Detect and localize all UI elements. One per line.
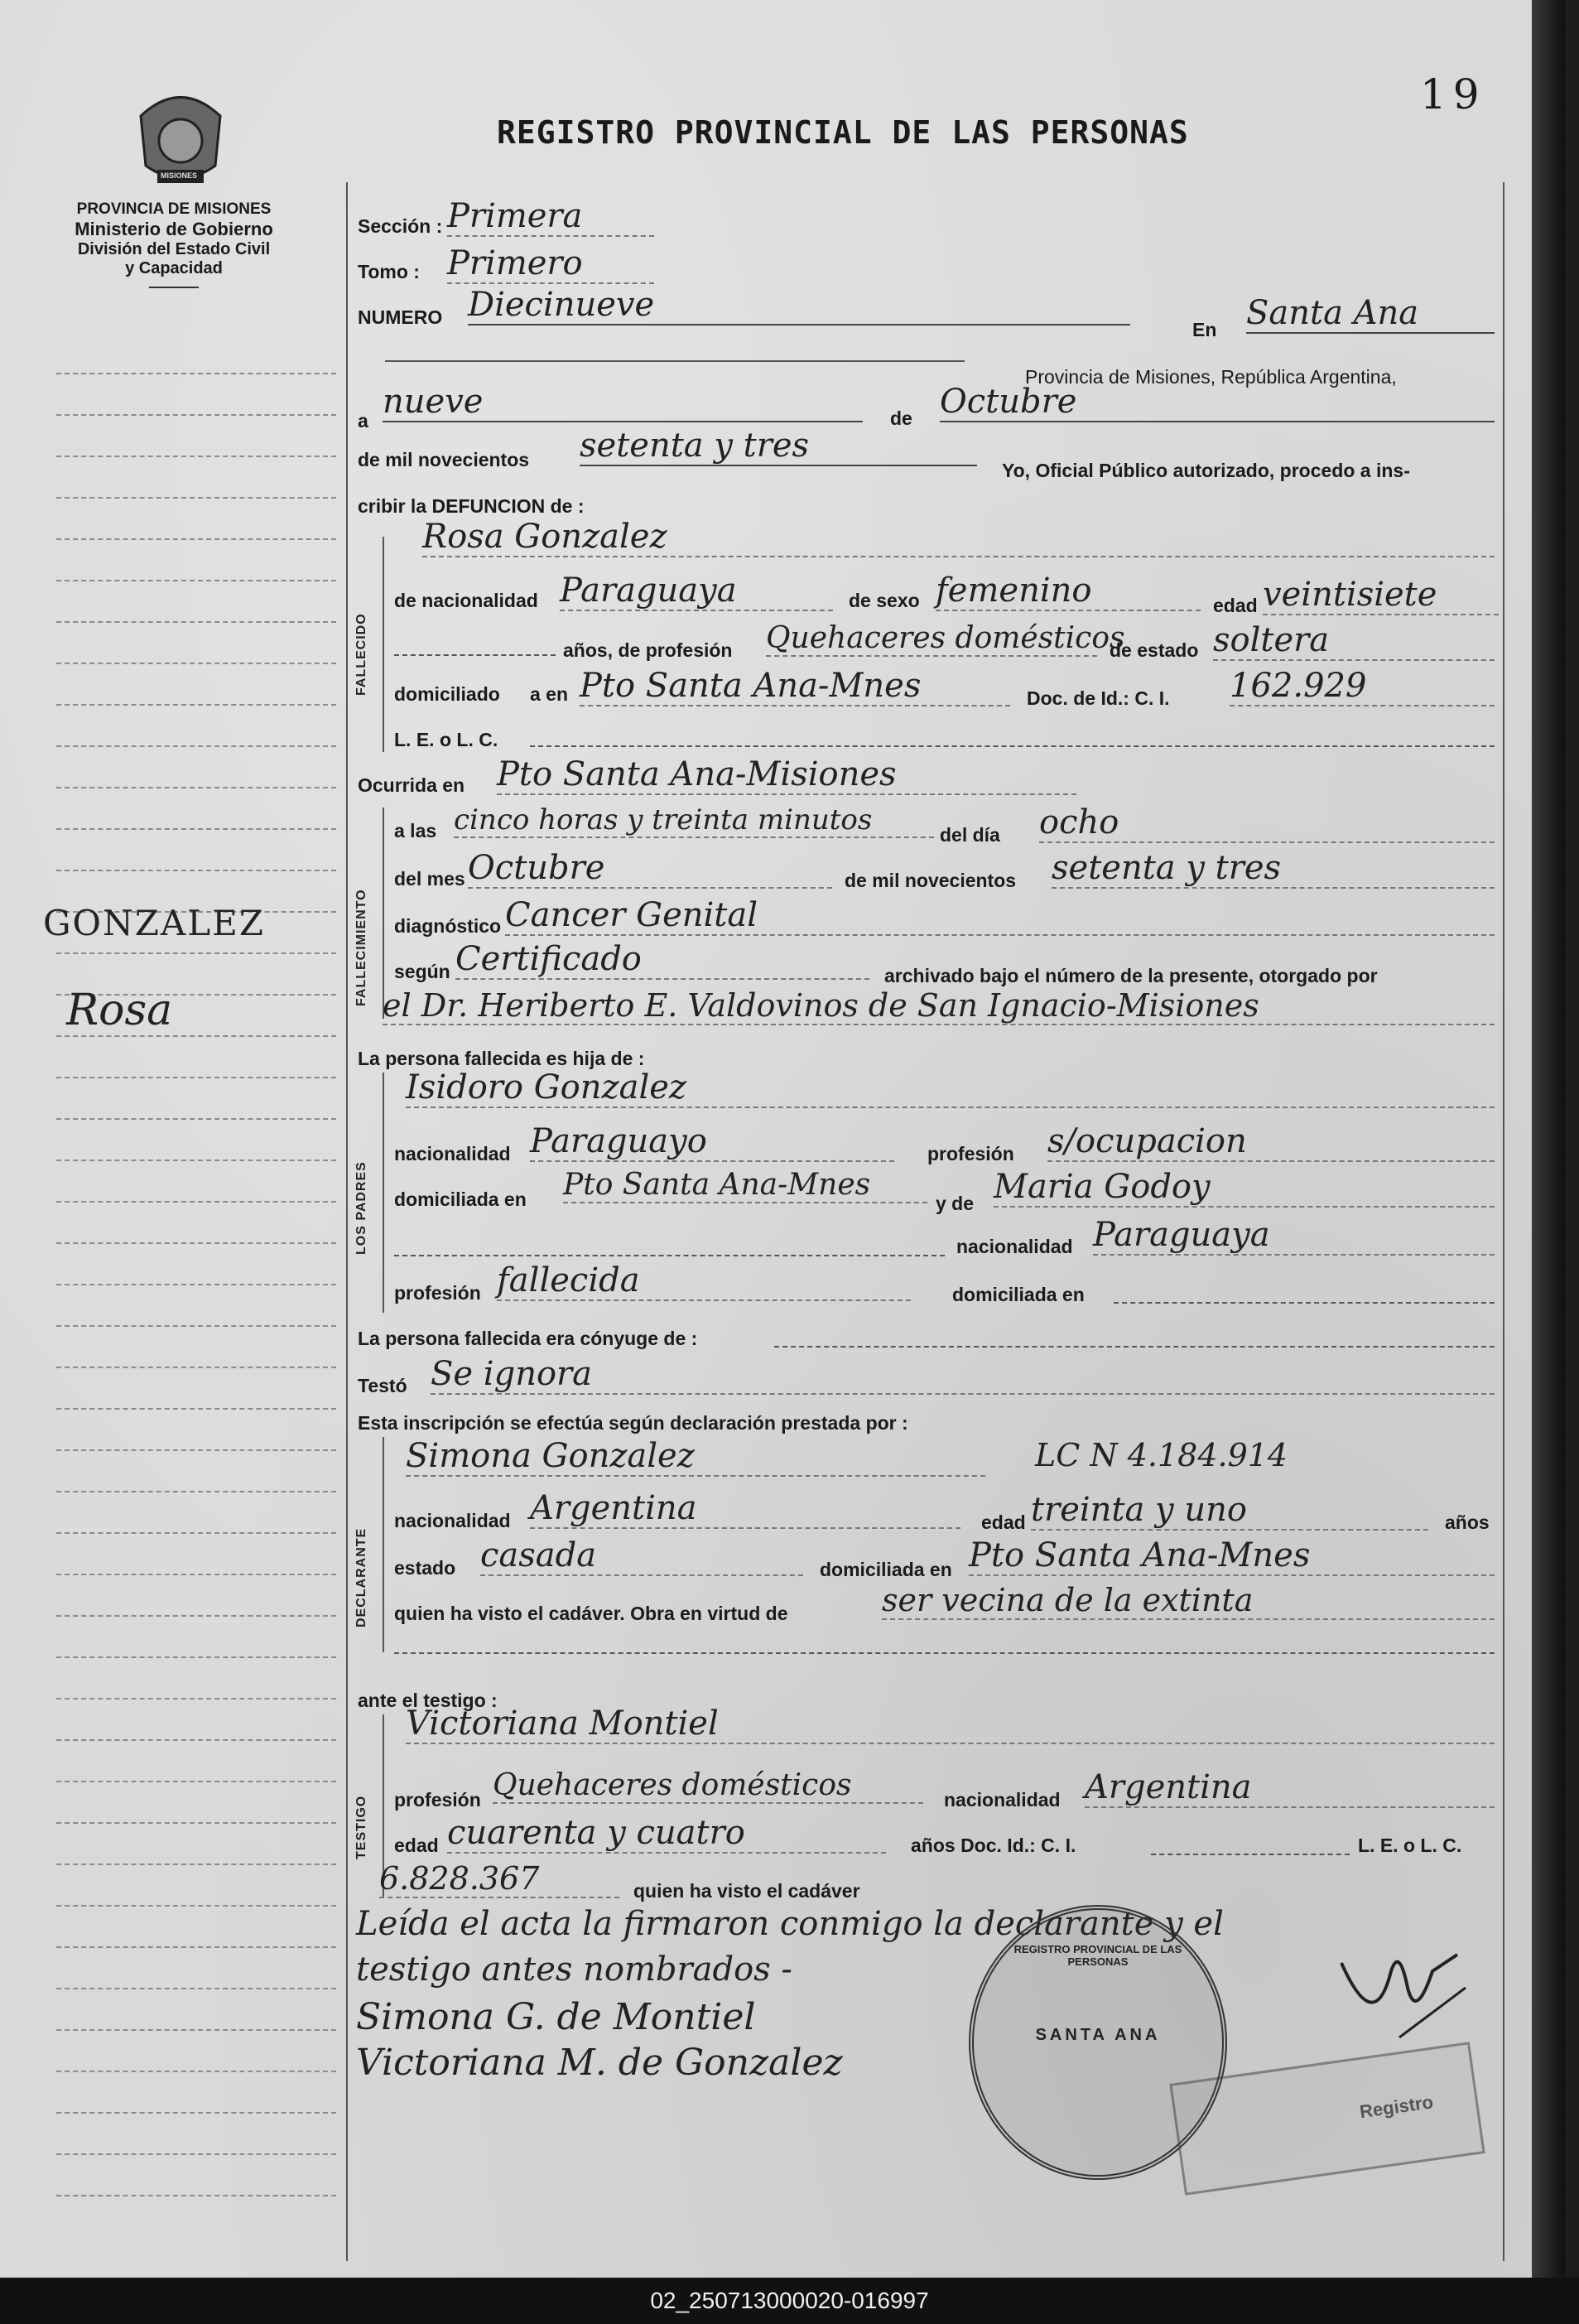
hora-label: a las [394, 820, 437, 841]
en-value: Santa Ana [1246, 294, 1495, 334]
mes-value: Octubre [940, 383, 1495, 422]
padre-nombre: Isidoro Gonzalez [406, 1068, 1495, 1108]
y-de-label: y de [936, 1193, 975, 1214]
declarante-estado-label: estado [394, 1557, 456, 1579]
inscribir-label: cribir la DEFUNCION de : [358, 495, 585, 517]
declarante-edad-label: edad [981, 1512, 1026, 1533]
fallecimiento-mil-label: de mil novecientos [845, 870, 1017, 891]
coat-of-arms-icon [132, 83, 229, 190]
ocurrida-value: Pto Santa Ana-Misiones [497, 755, 1076, 795]
de-label: de [890, 407, 912, 429]
anio-value: setenta y tres [580, 427, 977, 466]
testigo-doc-label: años Doc. Id.: C. I. [911, 1835, 1076, 1856]
madre-profesion: fallecida [497, 1261, 911, 1301]
oficial-label: Yo, Oficial Público autorizado, procedo a ins- [1002, 460, 1410, 481]
issuer-block [50, 200, 298, 288]
issuer-ministry: Ministerio de Gobierno [75, 219, 273, 239]
footer-file-id: 02_250713000020-016997 [0, 2278, 1579, 2324]
declarante-domicilio: Pto Santa Ana-Mnes [969, 1536, 1495, 1576]
fallecido-edad-label: edad [1213, 595, 1258, 616]
testo-value: Se ignora [431, 1355, 1495, 1395]
testigo-profesion: Quehaceres domésticos [493, 1768, 923, 1804]
testigo-nacionalidad-label: nacionalidad [944, 1789, 1061, 1811]
madre-domiciliada-label: domiciliada en [952, 1284, 1085, 1305]
padre-profesion-label: profesión [927, 1143, 1014, 1164]
padre-profesion: s/ocupacion [1047, 1122, 1495, 1162]
closing-line-2: testigo antes nombrados - [356, 1950, 792, 1989]
book-binding [1532, 0, 1565, 2278]
mil-label: de mil novecientos [358, 449, 530, 470]
madre-nacionalidad-label: nacionalidad [956, 1236, 1073, 1257]
testigo-edad: cuarenta y cuatro [447, 1814, 886, 1854]
testigo-cadaver-label: quien ha visto el cadáver [633, 1880, 860, 1902]
padre-domicilio: Pto Santa Ana-Mnes [563, 1168, 927, 1203]
issuer-capacity: y Capacidad [125, 259, 223, 277]
padres-section-label: LOS PADRES [354, 1161, 368, 1255]
fallecido-nacionalidad-label: de nacionalidad [394, 590, 538, 611]
document-title: REGISTRO PROVINCIAL DE LAS PERSONAS [497, 114, 1189, 151]
declarante-edad: treinta y uno [1031, 1491, 1428, 1531]
testigo-section-label: TESTIGO [354, 1795, 368, 1859]
fallecido-anios-label: años, de profesión [563, 639, 733, 661]
fallecido-profesion: Quehaceres domésticos [766, 621, 1125, 655]
dia-value: nueve [383, 383, 863, 422]
tomo-label: Tomo : [358, 261, 420, 282]
provincia-label: Provincia de Misiones, República Argentina, [1025, 366, 1397, 388]
fallecimiento-anio: setenta y tres [1052, 849, 1495, 889]
fallecido-domicilio: Pto Santa Ana-Mnes [580, 667, 1010, 706]
seccion-label: Sección : [358, 215, 443, 237]
testigo-le-label: L. E. o L. C. [1358, 1835, 1462, 1856]
testo-label: Testó [358, 1375, 407, 1396]
fallecido-sexo: femenino [936, 571, 1201, 611]
archivado-label: archivado bajo el número de la presente, otorgado por [884, 965, 1378, 986]
madre-nombre: Maria Godoy [994, 1168, 1495, 1208]
padre-nacionalidad-label: nacionalidad [394, 1143, 511, 1164]
official-signature [1325, 1938, 1490, 2054]
conyuge-label: La persona fallecida era cónyuge de : [358, 1328, 698, 1349]
fallecido-sexo-label: de sexo [849, 590, 920, 611]
margin-name: Rosa [66, 986, 173, 1035]
margin-surname: GONZALEZ [43, 903, 265, 943]
numero-value: Diecinueve [468, 286, 1130, 325]
declarante-cadaver-label: quien ha visto el cadáver. Obra en virtud de [394, 1603, 788, 1624]
del-dia-label: del día [940, 824, 1000, 846]
testigo-label: ante el testigo : [358, 1690, 498, 1711]
declarante-nombre: Simona Gonzalez [406, 1437, 985, 1477]
fallecido-estado-label: de estado [1110, 639, 1199, 661]
fallecido-section-label: FALLECIDO [354, 613, 368, 696]
numero-label: NUMERO [358, 306, 443, 328]
padre-domiciliada-label: domiciliada en [394, 1189, 527, 1210]
hora-value: cinco horas y treinta minutos [454, 803, 934, 838]
ocurrida-label: Ocurrida en [358, 774, 465, 796]
fallecido-nombre: Rosa Gonzalez [422, 518, 1495, 557]
signature-declarante: Simona G. de Montiel [356, 1996, 756, 2038]
declarante-cadaver: ser vecina de la extinta [882, 1582, 1495, 1620]
declarante-estado: casada [480, 1536, 803, 1576]
registry-seal-text: Registro [1358, 2091, 1435, 2123]
diagnostico-label: diagnóstico [394, 915, 502, 937]
seccion-value: Primera [447, 197, 654, 237]
fallecido-le-label: L. E. o L. C. [394, 729, 498, 750]
declarante-nacionalidad: Argentina [530, 1489, 960, 1529]
testigo-profesion-label: profesión [394, 1789, 481, 1811]
page-number: 19 [1420, 70, 1486, 118]
testigo-edad-label: edad [394, 1835, 439, 1856]
fallecido-nacionalidad: Paraguaya [560, 571, 833, 611]
declarante-doc: LC N 4.184.914 [1035, 1437, 1288, 1473]
hija-label: La persona fallecida es hija de : [358, 1048, 645, 1069]
tomo-value: Primero [447, 244, 654, 284]
padre-nacionalidad: Paraguayo [530, 1122, 894, 1162]
otorgado-value: el Dr. Heriberto E. Valdovinos de San Ignacio-Misiones [383, 987, 1495, 1025]
segun-label: según [394, 961, 450, 982]
closing-line-1: Leída el acta la firmaron conmigo la declarante y el [356, 1905, 1224, 1943]
madre-profesion-label: profesión [394, 1282, 481, 1304]
fallecimiento-mes: Octubre [468, 849, 832, 889]
diagnostico-value: Cancer Genital [505, 896, 1495, 936]
stamp-town: SANTA ANA [1035, 2026, 1161, 2044]
segun-value: Certificado [455, 940, 869, 980]
declarante-section-label: DECLARANTE [354, 1527, 368, 1627]
fallecido-doc: 162.929 [1230, 667, 1495, 706]
testigo-numero: 6.828.367 [379, 1860, 619, 1898]
fallecido-edad: veintisiete [1263, 576, 1499, 615]
fallecimiento-mes-label: del mes [394, 868, 465, 890]
madre-nacionalidad: Paraguaya [1093, 1216, 1495, 1256]
testigo-nacionalidad: Argentina [1085, 1768, 1495, 1808]
fallecido-doc-label: Doc. de Id.: C. I. [1027, 687, 1170, 709]
a-label: a [358, 410, 368, 432]
issuer-division: División del Estado Civil [77, 240, 271, 258]
inscripcion-label: Esta inscripción se efectúa según declaración prestada por : [358, 1412, 908, 1434]
testigo-nombre: Victoriana Montiel [406, 1704, 1495, 1744]
signature-testigo: Victoriana M. de Gonzalez [356, 2042, 843, 2084]
issuer-province: PROVINCIA DE MISIONES [76, 200, 272, 218]
stamp-text: REGISTRO PROVINCIAL DE LAS PERSONAS [1013, 1943, 1182, 1968]
declarante-domiciliada-label: domiciliada en [820, 1559, 952, 1580]
declarante-nacionalidad-label: nacionalidad [394, 1510, 511, 1531]
fallecimiento-section-label: FALLECIMIENTO [354, 889, 368, 1006]
declarante-anios-label: años [1445, 1512, 1490, 1533]
fallecimiento-dia: ocho [1039, 803, 1495, 843]
fallecido-estado: soltera [1213, 621, 1495, 661]
crest-text: MISIONES [161, 171, 198, 180]
en-label: En [1192, 319, 1217, 340]
document-page: 19 MISIONES PROVINCIA DE MISIONES Ministerio de Gobierno División del Estado Civil y Capacidad REGISTRO PROVINCIAL DE LAS PERSONAS GONZALEZ Rosa Sección : Primera Tomo : Primero NUMERO Diecinueve En Santa Ana Provincia de Misiones, República Argentina, a nueve de Octubre de mil novecientos setenta y tres Yo, Oficial Público autorizado, procedo a ins- cribir la DEFUNCION de : FALLECIDO Rosa Gonzalez de nacionalidad Paraguaya de sexo femenino edad veintisiete años, de profesión Quehaceres domésticos de estado soltera domiciliado a en Pto Santa Ana-Mnes Doc. de Id.: C. I. 162.929 L. E. o L. C. Ocurrida en Pto Santa Ana-Misiones FALLECIMIENTO a las cinco horas y treinta minutos del día ocho del mes Octubre de mil novecientos setenta y tres diagnóstico Cancer Genital según Certificado archivado bajo el número de la presente, otorgado por el Dr. Heriberto E. Valdovinos de San Ignacio-Misiones La persona fallecida es hija de : LOS PADRES Isidoro Gonzalez nacionalidad Paraguayo profesión s/ocupacion domiciliada en Pto Santa Ana-Mnes y de Maria Godoy nacionalidad Paraguaya profesión fallecida domiciliada en La persona fallecida era cónyuge de : Testó Se ignora Esta inscripción se efectúa según declaración prestada por : DECLARANTE Simona Gonzalez LC N 4.184.914 nacionalidad Argentina edad treinta y uno años estado casada domiciliada en Pto Santa Ana-Mnes quien ha visto el cadáver. Obra en virtud de ser vecina de la extinta ante el testigo : TESTIGO Victoriana Montiel profesión Quehaceres domésticos nacionalidad Argentina edad cuarenta y cuatro años Doc. Id.: C. I. L. E. o L. C. 6.828.367 quien ha visto el cadáver Leída el acta la firmaron conmigo la declarante y el testigo antes nombrados - Simona G. de Montiel Victoriana M. de Gonzalez REGISTRO PROVINCIAL DE LAS PERSONAS SANTA ANA Registro [0, 0, 1565, 2278]
fallecido-domicilio-label: domiciliado [394, 683, 500, 705]
